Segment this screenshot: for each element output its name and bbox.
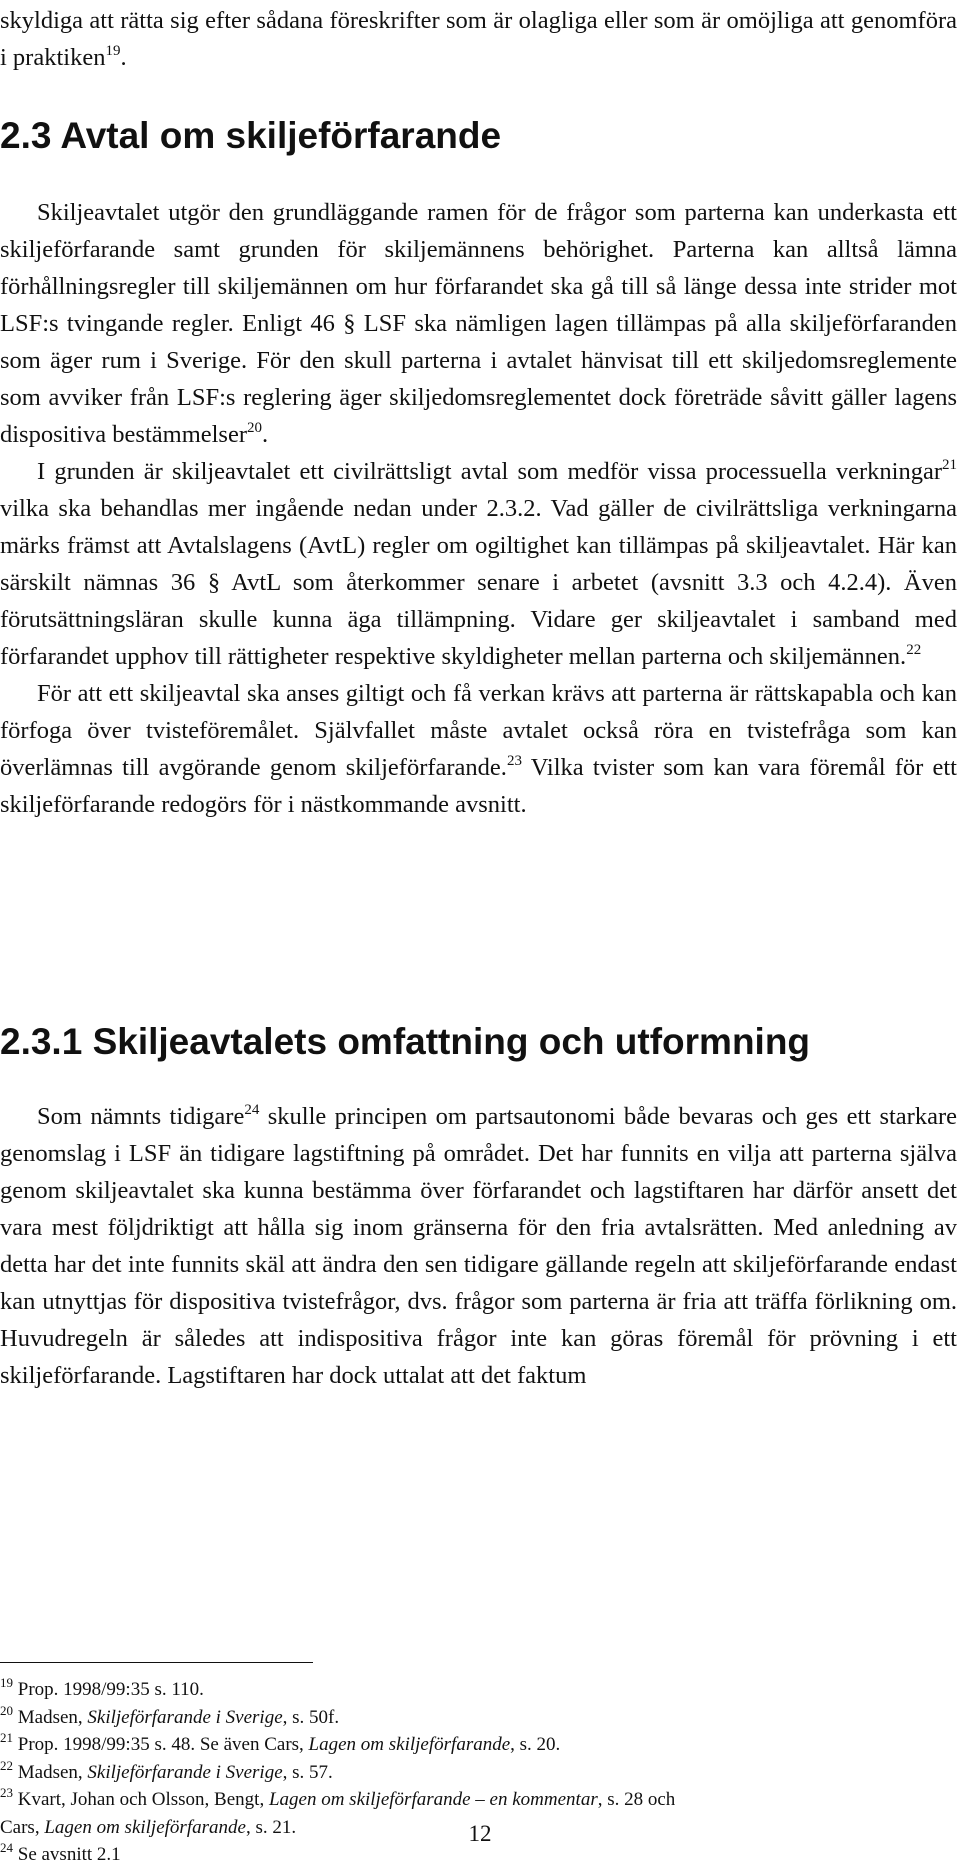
footnote-24: $^{24}$ Se avsnitt 2.1 (0, 1840, 121, 1865)
footnote-23: $^{23}$ Kvart, Johan och Olsson, Bengt, Lagen om skiljeförfarande – en kommentar, s. 28 och Cars, Lagen om skiljeförfarande, s. 21. (0, 1785, 676, 1838)
footnote-20: $^{20}$ Madsen, Skiljeförfarande i Sverige, s. 50f. (0, 1702, 340, 1728)
continued-paragraph: skyldiga att rätta sig efter sådana föreskrifter som är olagliga eller som är omöjliga att genomföra i praktiken$^{19}$. (0, 7, 957, 71)
page-number: 12 (468, 1821, 492, 1846)
footnote-ref-19[interactable]: 19 (105, 43, 121, 59)
footnote-ref-23[interactable]: 23 (506, 753, 522, 769)
continued-text: skyldiga att rätta sig efter sådana föreskrifter som är olagliga eller som är omöjliga att genomföra i praktiken (0, 7, 957, 71)
footnote-22: $^{22}$ Madsen, Skiljeförfarande i Sverige, s. 57. (0, 1757, 333, 1783)
section-2-3-1-body (0, 1098, 957, 1394)
footnote-ref-21[interactable]: 21 (942, 457, 957, 473)
paragraph: I grunden är skiljeavtalet ett civilrättsligt avtal som medför vissa processuella verkningar$^{21}$ vilka ska behandlas mer ingående nedan under 2.3.2. Vad gäller de civilrättsliga verkningarna märks främst att Avtalslagens (AvtL) regler om ogiltighet kan tillämpas på skiljeavtalet. Här kan särskilt nämnas 36 § AvtL som återkommer senare i arbetet (avsnitt 3.3 och 4.2.4). Även förutsättningsläran skulle kunna äga tillämpning. Vidare ger skiljeavtalet i samband med förfarandet upphov till rättigheter respektive skyldigheter mellan parterna och skiljemännen.$^{22}$ (0, 457, 957, 670)
footnote-separator (0, 1662, 313, 1663)
footnote-ref-22[interactable]: 22 (906, 642, 922, 658)
section-heading-2-3: 2.3 Avtal om skiljeförfarande (0, 115, 502, 156)
paragraph: Skiljeavtalet utgör den grundläggande ramen för de frågor som parterna kan underkasta ett skiljeförfarande samt grunden för skiljemännens behörighet. Parterna kan alltså lämna förhållningsregler till skiljemännen om hur förfarandet ska gå till så länge dessa inte strider mot LSF:s tvingande regler. Enligt 46 § LSF ska nämligen lagen tillämpas på alla skiljeförfaranden som äger rum i Sverige. För den skull parterna i avtalet hänvisat till ett skiljedomsreglemente som avviker från LSF:s reglering äger skiljedomsreglementet dock företräde såvitt gäller lagens dispositiva bestämmelser$^{20}$. (0, 199, 957, 448)
section-2-3-body (0, 194, 957, 823)
section-heading-2-3-1: 2.3.1 Skiljeavtalets omfattning och utformning (0, 1021, 811, 1062)
footnote-19: $^{19}$ Prop. 1998/99:35 s. 110. (0, 1675, 204, 1700)
footnote-21: $^{21}$ Prop. 1998/99:35 s. 48. Se även Cars, Lagen om skiljeförfarande, s. 20. (0, 1730, 561, 1755)
paragraph: Som nämnts tidigare$^{24}$ skulle principen om partsautonomi både bevaras och ges ett starkare genomslag i LSF än tidigare lagstiftning på området. Det har funnits en vilja att parterna själva genom skiljeavtalet ska kunna bestämma över förfarandet och lagstiftaren har därför ansett det vara mest följdriktigt att hålla sig inom gränserna för den fria avtalsrätten. Med anledning av detta har det inte funnits skäl att ändra den sen tidigare gällande regeln att skiljeförfarande endast kan utnyttjas för dispositiva tvistefrågor, dvs. frågor som parterna är fria att träffa förlikning om. Huvudregeln är således att indispositiva frågor inte kan göras föremål för prövning i ett skiljeförfarande. Lagstiftaren har dock uttalat att det faktum (0, 1102, 957, 1389)
paragraph: För att ett skiljeavtal ska anses giltigt och få verkan krävs att parterna är rättskapabla och kan förfoga över tvisteföremålet. Självfallet måste avtalet också röra en tvistefråga som kan överlämnas till avgörande genom skiljeförfarande.$^{23}$ Vilka tvister som kan vara föremål för ett skiljeförfarande redogörs för i nästkommande avsnitt. (0, 680, 957, 818)
footnote-ref-24[interactable]: 24 (244, 1102, 260, 1118)
footnote-ref-20[interactable]: 20 (247, 420, 262, 436)
